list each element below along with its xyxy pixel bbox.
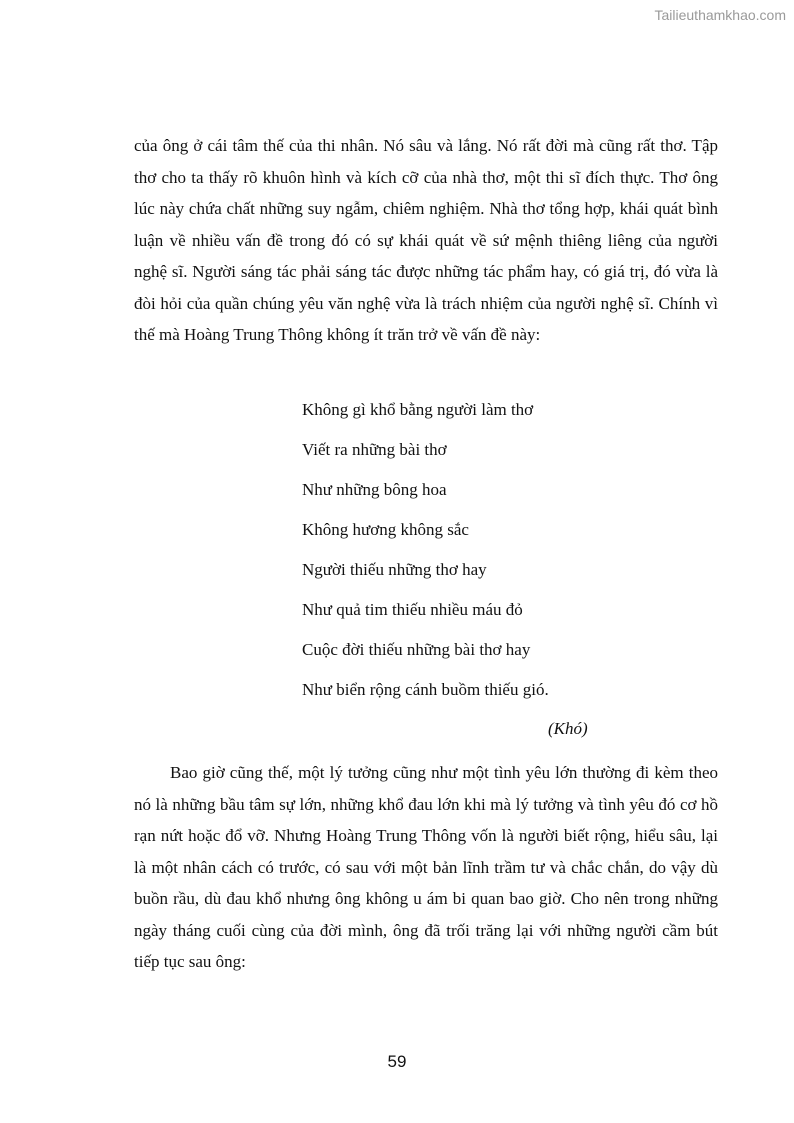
page-number: 59: [387, 1052, 407, 1071]
poem-line: Viết ra những bài thơ: [302, 440, 447, 459]
body-paragraph-1: của ông ở cái tâm thế của thi nhân. Nó sâu và lắng. Nó rất đời mà cũng rất thơ. Tập thơ cho ta thấy rõ khuôn hình và kích cỡ của nhà thơ, một thi sĩ đích thực. Thơ ông lúc này chứa chất những suy ngẫm, chiêm nghiệm. Nhà thơ tổng hợp, khái quát bình luận về nhiều vấn đề trong đó có sự khái quát về sứ mệnh thiêng liêng của người nghệ sĩ. Người sáng tác phải sáng tác được những tác phẩm hay, có giá trị, đó vừa là đòi hỏi của quần chúng yêu văn nghệ vừa là trách nhiệm của người nghệ sĩ. Chính vì thế mà Hoàng Trung Thông không ít trăn trở về vấn đề này:: [134, 136, 718, 344]
poem: [302, 394, 549, 714]
poem-attribution: (Khó): [548, 719, 588, 738]
poem-line: Không gì khổ bằng người làm thơ: [302, 400, 534, 419]
body-paragraph-2-container: [134, 757, 718, 978]
poem-line: Như biển rộng cánh buồm thiếu gió.: [302, 680, 549, 699]
body-paragraph-1-container: [134, 130, 718, 351]
poem-line: Như những bông hoa: [302, 480, 447, 499]
poem-line: Người thiếu những thơ hay: [302, 560, 487, 579]
watermark: Tailieuthamkhao.com: [654, 7, 786, 23]
poem-line: Cuộc đời thiếu những bài thơ hay: [302, 640, 531, 659]
body-paragraph-2: Bao giờ cũng thế, một lý tưởng cũng như một tình yêu lớn thường đi kèm theo nó là những bầu tâm sự lớn, những khổ đau lớn khi mà lý tưởng và tình yêu đó cơ hồ rạn nứt hoặc đổ vỡ. Nhưng Hoàng Trung Thông vốn là người biết rộng, hiểu sâu, lại là một nhân cách có trước, có sau với một bản lĩnh trầm tư và chắc chắn, do vậy dù buồn rầu, dù đau khổ nhưng ông không u ám bi quan bao giờ. Cho nên trong những ngày tháng cuối cùng của đời mình, ông đã trối trăng lại với những người cầm bút tiếp tục sau ông:: [134, 763, 718, 971]
poem-line: Không hương không sắc: [302, 520, 469, 539]
poem-line: Như quả tim thiếu nhiều máu đỏ: [302, 600, 523, 619]
